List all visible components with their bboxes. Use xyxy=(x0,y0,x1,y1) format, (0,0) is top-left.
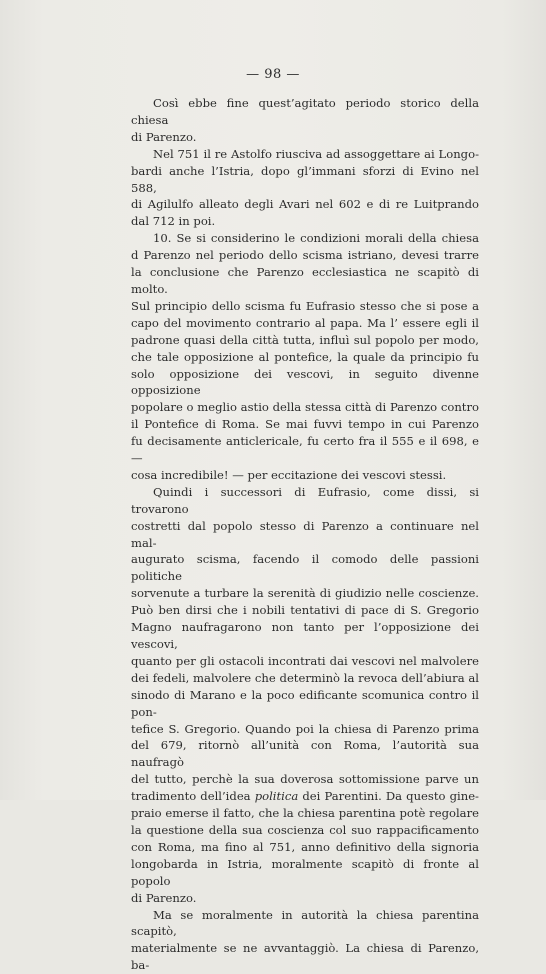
text-line: la conclusione che Parenzo ecclesiastica ne scapitò di molto. xyxy=(131,265,479,296)
text-line: augurato scisma, facendo il comodo delle passioni politiche xyxy=(131,552,479,584)
text-line: bardi anche l’Istria, dopo gl’immani sforzi di Evino nel 588, xyxy=(131,163,479,195)
text-line: dal 712 in poi. xyxy=(131,214,216,229)
text-line: dei fedeli, malvolere che determinò la revoca dell’abiura al xyxy=(131,670,479,685)
text-line: di Agilulfo alleato degli Avari nel 602 e di re Luitprando xyxy=(131,197,479,212)
text-line: quanto per gli ostacoli incontrati dai vescovi nel malvolere xyxy=(131,653,479,668)
text-line: d Parenzo nel periodo dello scisma istriano, devesi trarre xyxy=(131,248,479,263)
text-line: tefice S. Gregorio. Quando poi la chiesa di Parenzo prima xyxy=(131,721,479,736)
text-line: di Parenzo. xyxy=(131,129,197,144)
text-line: fu decisamente anticlericale, fu certo fra il 555 e il 698, e — xyxy=(131,434,479,466)
text-line: di Parenzo. xyxy=(131,890,197,905)
text-line: 10. Se si considerino le condizioni morali della chiesa xyxy=(153,231,479,246)
text-line: Può ben dirsi che i nobili tentativi di pace di S. Gregorio xyxy=(131,603,479,618)
text-line: del tutto, perchè la sua doverosa sottomissione parve un xyxy=(131,772,479,787)
body-text xyxy=(131,95,479,974)
text-line: sinodo di Marano e la poco edificante scomunica contro il pon- xyxy=(131,687,479,719)
page-number: — 98 — xyxy=(246,67,300,82)
text-line: padrone quasi della città tutta, influì sul popolo per modo, xyxy=(131,332,479,347)
text-line: Nel 751 il re Astolfo riusciva ad assoggettare ai Longo- xyxy=(153,146,479,161)
text-line: sorvenute a turbare la serenità di giudizio nelle coscienze. xyxy=(131,586,479,601)
text-line: che tale opposizione al pontefice, la quale da principio fu xyxy=(131,349,479,364)
text-line: Ma se moralmente in autorità la chiesa parentina scapitò, xyxy=(131,907,479,939)
text-line: longobarda in Istria, moralmente scapitò di fronte al popolo xyxy=(131,856,479,888)
text-line: costretti dal popolo stesso di Parenzo a continuare nel mal- xyxy=(131,518,479,550)
text-line: praio emerse il fatto, che la chiesa parentina potè regolare xyxy=(131,806,479,821)
text-line: la questione della sua coscienza col suo rappacificamento xyxy=(131,822,479,837)
text-line: Quindi i successori di Eufrasio, come dissi, si trovarono xyxy=(131,484,479,516)
text-line: cosa incredibile! — per eccitazione dei vescovi stessi. xyxy=(131,467,447,482)
text-line: con Roma, ma fino al 751, anno definitivo della signoria xyxy=(131,839,479,854)
text-line: Così ebbe fine quest’agitato periodo storico della chiesa xyxy=(131,96,479,127)
text-line: Sul principio dello scisma fu Eufrasio stesso che si pose a xyxy=(131,298,479,313)
text-line: tradimento dell’idea politica dei Parentini. Da questo gine- xyxy=(131,789,479,804)
text-line: il Pontefice di Roma. Se mai fuvvi tempo in cui Parenzo xyxy=(131,417,479,432)
text-line: Magno naufragarono non tanto per l’opposizione dei vescovi, xyxy=(131,620,479,651)
text-line: solo opposizione dei vescovi, in seguito divenne opposizione xyxy=(131,366,479,398)
text-line: popolare o meglio astio della stessa città di Parenzo contro xyxy=(131,400,479,415)
text-line: materialmente se ne avvantaggiò. La chiesa di Parenzo, ba- xyxy=(131,941,479,973)
text-line: del 679, ritornò all’unità con Roma, l’autorità sua naufragò xyxy=(131,738,479,770)
text-line: capo del movimento contrario al papa. Ma l’ essere egli il xyxy=(131,315,479,330)
